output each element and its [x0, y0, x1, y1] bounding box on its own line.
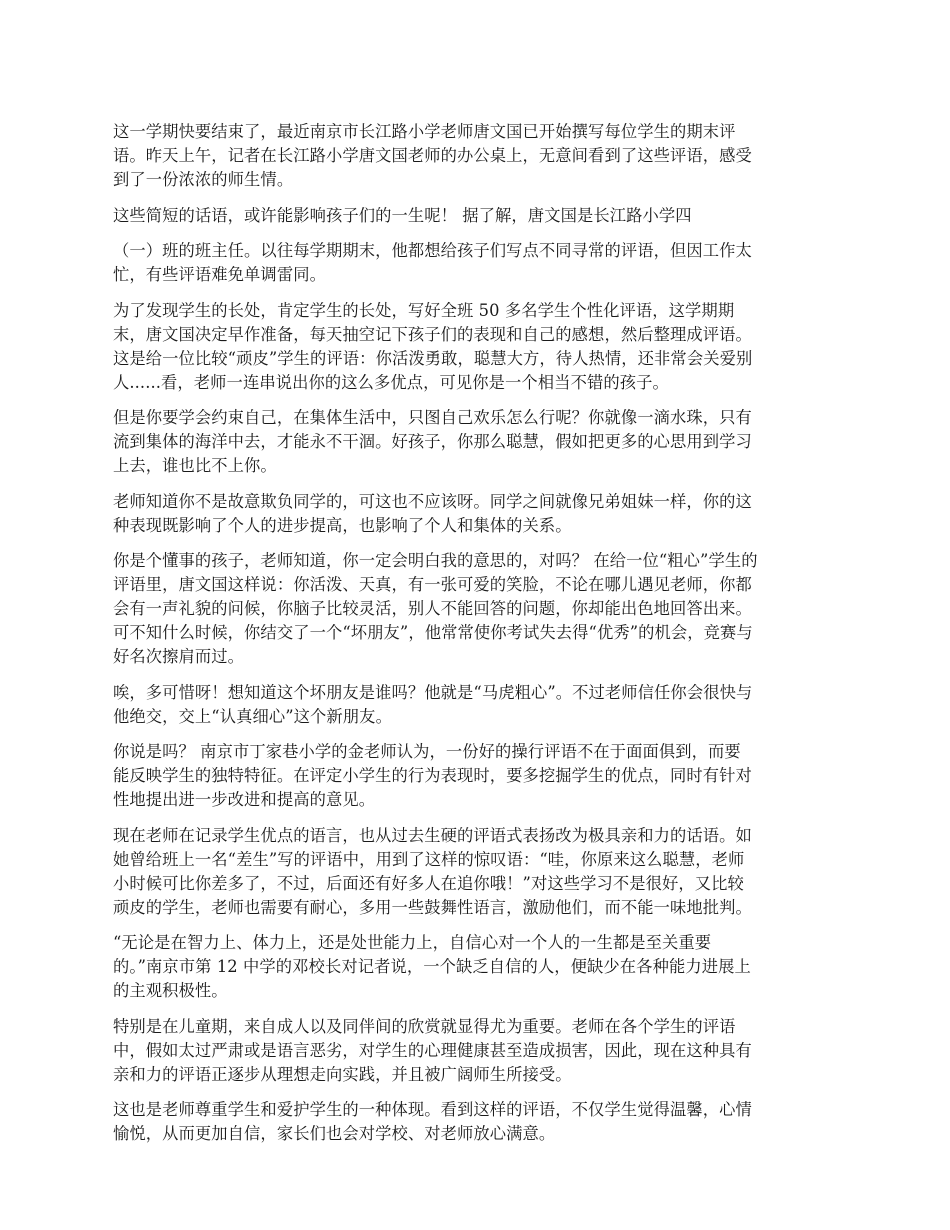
paragraph-6: 老师知道你不是故意欺负同学的，可这也不应该呀。同学之间就像兄弟姐妹一样，你的这 种表现既影响了个人的进步提高，也影响了个人和集体的关系。	[113, 491, 752, 535]
paragraph-3: （一）班的班主任。以往每学期期末，他都想给孩子们写点不同寻常的评语，但因工作太 忙，有些评语难免单调雷同。	[113, 241, 752, 284]
document-body	[113, 120, 840, 1158]
paragraph-9: 你说是吗？ 南京市丁家巷小学的金老师认为，一份好的操行评语不在于面面俱到，而要 能反映学生的独特特征。在评定小学生的行为表现时，要多挖掘学生的优点，同时有针对 性地提出进一步改进和提高的意见。	[113, 742, 752, 809]
paragraph-11: “无论是在智力上、体力上，还是处世能力上，自信心对一个人的一生都是至关重要 的。”南京市第 12 中学的邓校长对记者说，一个缺乏自信的人，便缺少在各种能力进展上 的主观积极性。	[113, 933, 751, 1000]
paragraph-2: 这些简短的话语，或许能影响孩子们的一生呢！ 据了解，唐文国是长江路小学四	[113, 205, 692, 225]
paragraph-8: 唉，多可惜呀！想知道这个坏朋友是谁吗？他就是“马虎粗心”。不过老师信任你会很快与 他绝交，交上“认真细心”这个新朋友。	[113, 682, 753, 726]
paragraph-12: 特别是在儿童期，来自成人以及同伴间的欣赏就显得尤为重要。老师在各个学生的评语 中，假如太过严肃或是语言恶劣，对学生的心理健康甚至造成损害，因此，现在这种具有 亲和力的评语正逐步从理想走向实践，并且被广阔师生所接受。	[113, 1016, 752, 1084]
paragraph-5: 但是你要学会约束自己，在集体生活中，只图自己欢乐怎么行呢？你就像一滴水珠，只有 流到集体的海洋中去，才能永不干涸。好孩子，你那么聪慧，假如把更多的心思用到学习 上去，谁也比不上你。	[113, 408, 752, 475]
paragraph-13: 这也是老师尊重学生和爱护学生的一种体现。看到这样的评语，不仅学生觉得温馨，心情 愉悦，从而更加自信，家长们也会对学校、对老师放心满意。	[113, 1100, 752, 1143]
paragraph-4: 为了发现学生的长处，肯定学生的长处，写好全班 50 多名学生个性化评语，这学期期 末，唐文国决定早作准备，每天抽空记下孩子们的表现和自己的感想，然后整理成评语。 这是给一位比较“顽皮”学生的评语：你活泼勇敢，聪慧大方，待人热情，还非常会关爱别 人......看，老师一连串说出你的这么多优点，可见你是一个相当不错的孩子。	[113, 300, 753, 392]
paragraph-10: 现在老师在记录学生优点的语言，也从过去生硬的评语式表扬改为极具亲和力的话语。如 她曾给班上一名“差生”写的评语中，用到了这样的惊叹语：“哇，你原来这么聪慧，老师 小时候可比你差多了，不过，后面还有好多人在追你哦！”对这些学习不是很好，又比较 顽皮的学生，老师也需要有耐心，多用一些鼓舞性语言，激励他们，而不能一味地批判。	[113, 825, 752, 917]
paragraph-7: 你是个懂事的孩子，老师知道，你一定会明白我的意思的，对吗？ 在给一位“粗心”学生的 评语里，唐文国这样说：你活泼、天真，有一张可爱的笑脸，不论在哪儿遇见老师，你都 会有一声礼貌的问候，你脑子比较灵活，别人不能回答的问题，你却能出色地回答出来。 可不知什么时候，你结交了一个“坏朋友”，他常常使你考试失去得“优秀”的机会，竞赛与 好名次擦肩而过。	[113, 551, 758, 666]
paragraph-1: 这一学期快要结束了，最近南京市长江路小学老师唐文国已开始撰写每位学生的期末评 语。昨天上午，记者在长江路小学唐文国老师的办公桌上，无意间看到了这些评语，感受 到了一份浓浓的师生情。	[113, 122, 752, 189]
